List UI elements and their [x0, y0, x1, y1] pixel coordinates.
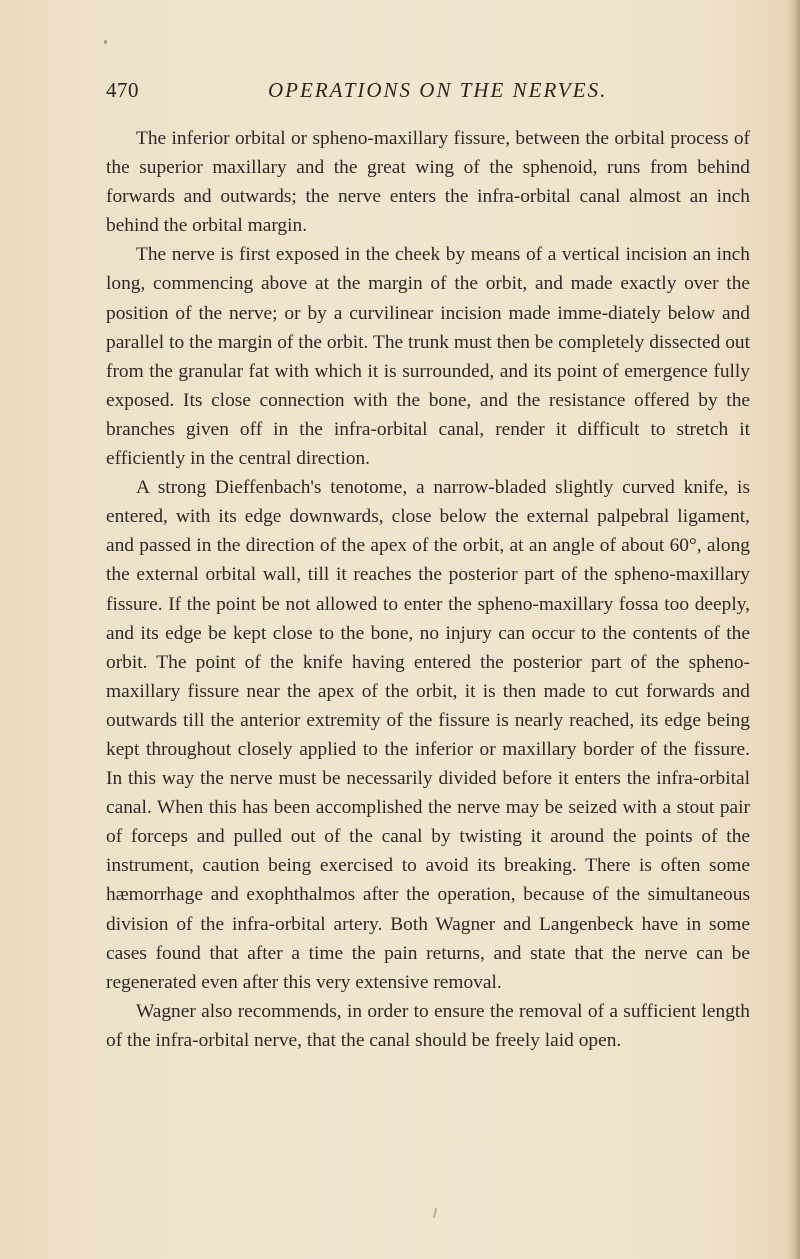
paragraph: Wagner also recommends, in order to ensure the removal of a sufficient length of the infra-orbital nerve, that the canal should be freely laid open. — [106, 1000, 750, 1051]
paragraph: A strong Dieffenbach's tenotome, a narrow-bladed slightly curved knife, is entered, with its edge downwards, close below the external palpebral ligament, and passed in the direction of the apex of the orbit, at an angle of about 60°, along the external orbital wall, till it reaches the posterior part of the spheno-maxillary fissure. If the point be not allowed to enter the spheno-maxillary fossa too deeply, and its edge be kept close to the bone, no injury can occur to the contents of the orbit. The point of the knife having entered the posterior part of the spheno-maxillary fissure near the apex of the orbit, it is then made to cut forwards and outwards till the anterior extremity of the fissure is nearly reached, its edge being kept throughout closely applied to the inferior or maxillary border of the fissure. In this way the nerve must be necessarily divided before it enters the infra-orbital canal. When this has been accomplished the nerve may be seized with a stout pair of forceps and pulled out of the canal by twisting it around the points of the instrument, caution being exercised to avoid its breaking. There is often some hæmorrhage and exophthalmos after the operation, because of the simultaneous division of the infra-orbital artery. Both Wagner and Langenbeck have in some cases found that after a time the pain returns, and state that the nerve can be regenerated even after this very extensive removal. — [106, 477, 750, 993]
paragraph: The inferior orbital or spheno-maxillary fissure, between the orbital process of the superior maxillary and the great wing of the sphenoid, runs from behind forwards and outwards; the nerve enters the infra-orbital canal almost an inch behind the orbital margin. — [106, 128, 750, 237]
print-speck — [104, 40, 107, 44]
print-mark — [433, 1208, 437, 1218]
page-number: 470 — [106, 78, 139, 102]
paragraph: The nerve is first exposed in the cheek by means of a vertical incision an inch long, commencing above at the margin of the orbit, and made exactly over the position of the nerve; or by a curvilinear incision made imme-diately below and parallel to the margin of the orbit. The trunk must then be completely dissected out from the granular fat with which it is surrounded, and its point of emergence fully exposed. Its close connection with the bone, and the resistance offered by the branches given off in the infra-orbital canal, render it difficult to stretch it efficiently in the central direction. — [106, 244, 750, 470]
running-title: OPERATIONS ON THE NERVES. — [268, 78, 608, 102]
running-head — [106, 78, 746, 112]
body-text — [106, 124, 750, 1055]
page-edge-shadow — [786, 0, 800, 1259]
